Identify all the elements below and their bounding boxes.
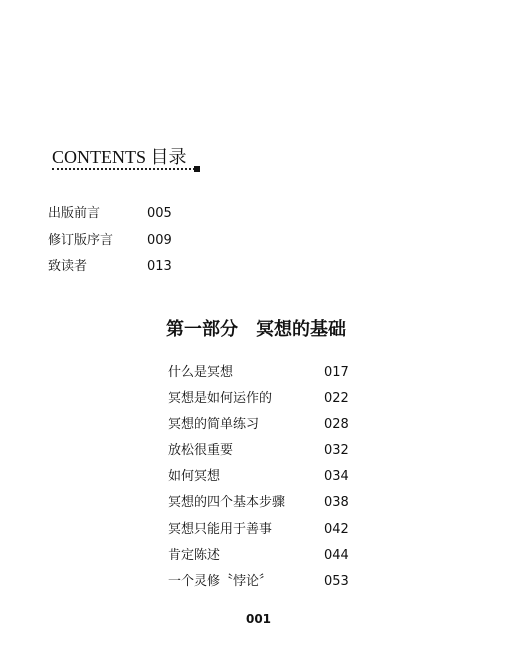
entry-page: 038 (324, 495, 349, 511)
entry-page: 034 (324, 469, 349, 485)
heading-square-marker (194, 166, 200, 172)
entry-page: 017 (324, 365, 349, 380)
entry-title: 冥想的简单练习 (168, 417, 260, 433)
entry-title: 冥想只能用于善事 (168, 521, 273, 537)
entry-page: 009 (147, 232, 172, 248)
part-title: 第一部分 冥想的基础 (166, 319, 346, 340)
entry-title: 出版前言 (48, 206, 101, 221)
entry-page: 032 (324, 443, 349, 459)
entry-page: 028 (324, 417, 349, 433)
entry-title: 冥想的四个基本步骤 (168, 495, 286, 511)
entry-page: 005 (147, 206, 172, 221)
entry-title: 致读者 (48, 259, 88, 274)
entry-title: 肯定陈述 (168, 547, 221, 563)
entry-page: 053 (324, 573, 349, 589)
heading-dotted-rule (52, 168, 195, 170)
entry-page: 022 (324, 391, 349, 407)
entry-title: 什么是冥想 (168, 365, 234, 380)
entry-title: 如何冥想 (168, 469, 221, 485)
entry-title: 冥想是如何运作的 (168, 391, 273, 407)
entry-page: 013 (147, 259, 172, 274)
entry-page: 042 (324, 521, 349, 537)
entry-title: 一个灵修〝悖论〞 (168, 573, 273, 589)
entry-page: 044 (324, 547, 349, 563)
entry-title: 放松很重要 (168, 443, 234, 459)
page-number: 001 (245, 612, 272, 626)
entry-title: 修订版序言 (48, 232, 114, 248)
toc-heading: CONTENTS 目录 (52, 147, 187, 167)
